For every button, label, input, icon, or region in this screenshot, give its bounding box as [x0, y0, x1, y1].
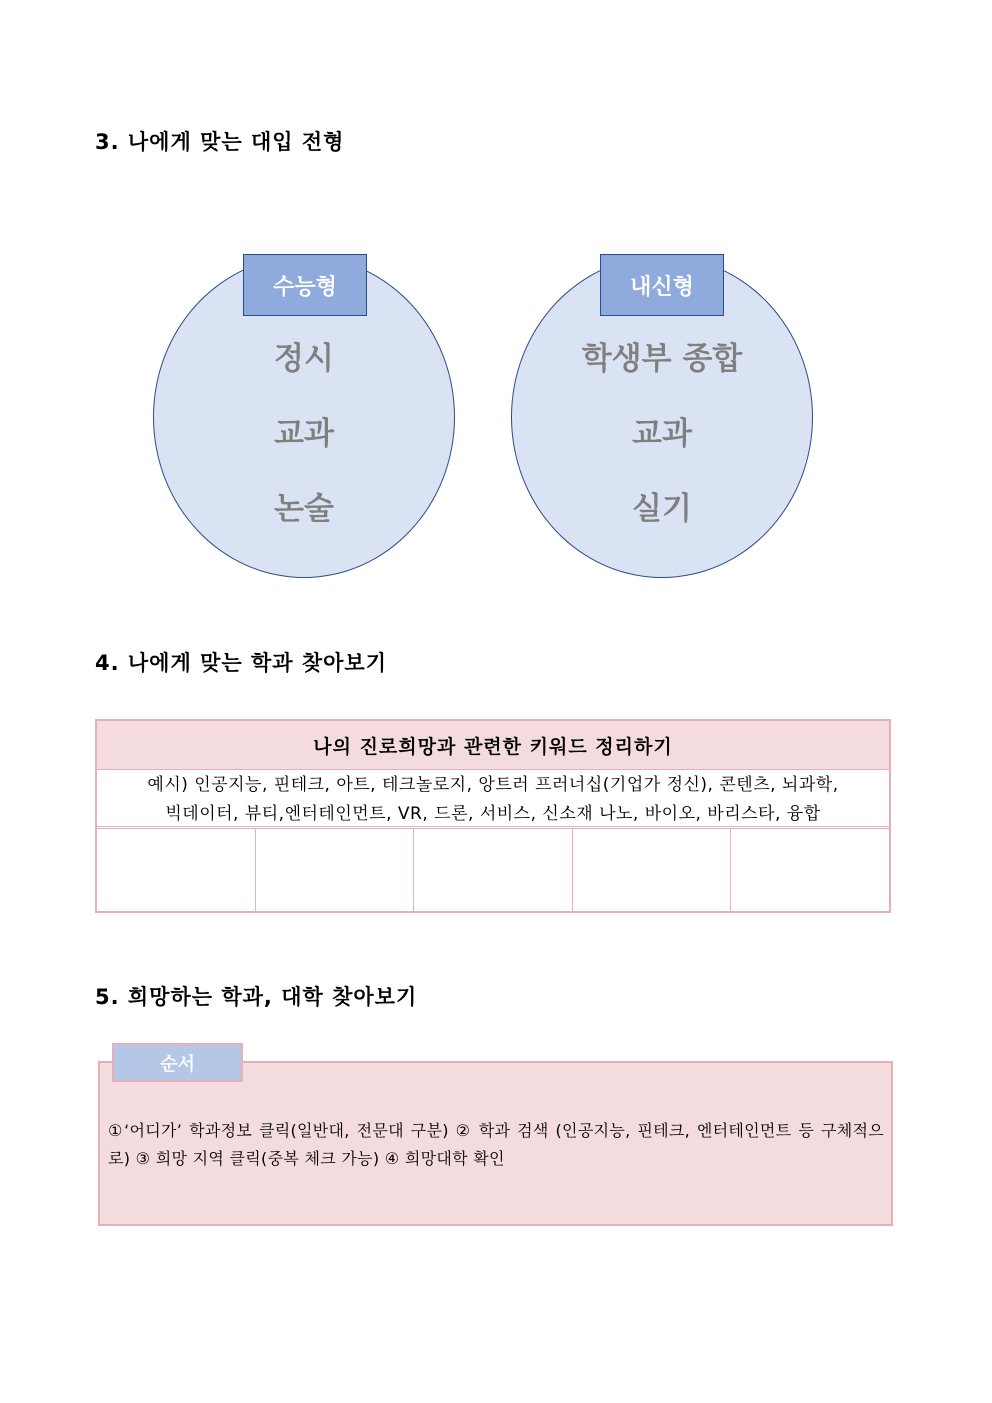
suneung-item-jeongsi: 정시	[274, 341, 334, 377]
keyword-cell-1[interactable]	[97, 829, 256, 912]
naesin-item-silgi: 실기	[632, 491, 692, 527]
section-4-heading: 4. 나에게 맞는 학과 찾아보기	[95, 651, 387, 675]
section-5-heading: 5. 희망하는 학과, 대학 찾아보기	[95, 985, 418, 1009]
keyword-table-title: 나의 진로희망과 관련한 키워드 정리하기	[97, 721, 889, 770]
suneung-item-nonsul: 논술	[274, 491, 334, 527]
keyword-input-row	[97, 829, 889, 912]
naesin-item-hakjong: 학생부 종합	[581, 341, 743, 377]
order-tab-label: 순서	[112, 1043, 243, 1082]
keyword-example	[97, 770, 889, 829]
keyword-cell-2[interactable]	[256, 829, 415, 912]
suneung-item-gyogwa: 교과	[274, 416, 334, 452]
keyword-cell-3[interactable]	[414, 829, 573, 912]
order-steps-text: ①‘어디가’ 학과정보 클릭(일반대, 전문대 구분) ② 학과 검색 (인공지능, 핀테크, 엔터테인먼트 등 구체적으로) ③ 희망 지역 클릭(중복 체크 가능) ④ 희망대학 확인	[108, 1121, 884, 1168]
section-3-heading: 3. 나에게 맞는 대입 전형	[95, 130, 345, 154]
keyword-example-line-2: 빅데이터, 뷰티,엔터테인먼트, VR, 드론, 서비스, 신소재 나노, 바이오, 바리스타, 융합	[165, 804, 821, 824]
suneung-label: 수능형	[243, 254, 367, 316]
keyword-table	[95, 719, 891, 913]
keyword-cell-4[interactable]	[573, 829, 732, 912]
keyword-example-line-1: 예시) 인공지능, 핀테크, 아트, 테크놀로지, 앙트러 프러너십(기업가 정신), 콘텐츠, 뇌과학,	[147, 775, 839, 795]
naesin-label: 내신형	[600, 254, 724, 316]
naesin-item-gyogwa: 교과	[632, 416, 692, 452]
keyword-cell-5[interactable]	[731, 829, 889, 912]
